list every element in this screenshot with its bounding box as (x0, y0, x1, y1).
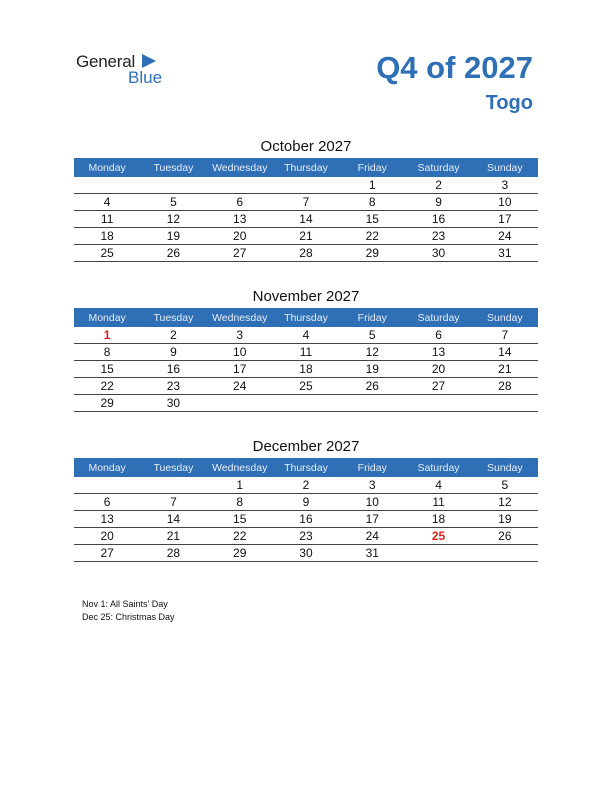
day-cell: 24 (472, 228, 538, 245)
day-cell: 5 (339, 327, 405, 344)
day-cell: 8 (207, 494, 273, 511)
weekday-header-friday: Friday (339, 308, 405, 327)
day-cell: 23 (140, 378, 206, 395)
weekday-header-wednesday: Wednesday (207, 158, 273, 177)
weekday-header-tuesday: Tuesday (140, 308, 206, 327)
day-cell: 15 (207, 511, 273, 528)
calendar-table (74, 308, 538, 412)
weekday-header-thursday: Thursday (273, 308, 339, 327)
day-cell: 5 (472, 477, 538, 494)
day-cell: 19 (140, 228, 206, 245)
weekday-header-wednesday: Wednesday (207, 308, 273, 327)
month-title: December 2027 (252, 438, 360, 455)
weekday-header-saturday: Saturday (405, 458, 471, 477)
day-cell: 20 (207, 228, 273, 245)
day-cell: 15 (339, 211, 405, 228)
day-cell: 29 (339, 245, 405, 262)
day-cell: 17 (472, 211, 538, 228)
day-cell: 14 (472, 344, 538, 361)
weekday-header-tuesday: Tuesday (140, 158, 206, 177)
day-cell: 31 (472, 245, 538, 262)
day-cell: 23 (405, 228, 471, 245)
day-cell: 11 (74, 211, 140, 228)
day-cell: 27 (405, 378, 471, 395)
day-cell: 12 (339, 344, 405, 361)
week-row (74, 361, 538, 378)
day-cell: 10 (207, 344, 273, 361)
empty-day-cell (405, 395, 471, 412)
day-cell: 17 (339, 511, 405, 528)
week-row (74, 211, 538, 228)
day-cell: 17 (207, 361, 273, 378)
weekday-header-thursday: Thursday (273, 158, 339, 177)
day-cell: 8 (74, 344, 140, 361)
week-row (74, 528, 538, 545)
empty-day-cell (339, 395, 405, 412)
day-cell: 9 (140, 344, 206, 361)
logo-text-general: General (76, 52, 136, 71)
empty-day-cell (472, 395, 538, 412)
day-cell: 10 (339, 494, 405, 511)
day-cell: 12 (472, 494, 538, 511)
month-title: October 2027 (260, 138, 352, 155)
day-cell: 12 (140, 211, 206, 228)
week-row (74, 327, 538, 344)
day-cell: 22 (207, 528, 273, 545)
weekday-header-friday: Friday (339, 458, 405, 477)
week-row (74, 477, 538, 494)
day-cell: 25 (273, 378, 339, 395)
day-cell: 20 (405, 361, 471, 378)
calendar-table (74, 158, 538, 262)
day-cell: 13 (74, 511, 140, 528)
day-cell: 28 (273, 245, 339, 262)
day-cell: 11 (273, 344, 339, 361)
page-title: Q4 of 2027 (376, 50, 533, 85)
day-cell: 20 (74, 528, 140, 545)
day-cell: 3 (207, 327, 273, 344)
empty-day-cell (74, 177, 140, 194)
empty-day-cell (273, 177, 339, 194)
day-cell: 7 (273, 194, 339, 211)
day-cell: 5 (140, 194, 206, 211)
weekday-header-monday: Monday (74, 308, 140, 327)
day-cell: 6 (405, 327, 471, 344)
calendar-table (74, 458, 538, 562)
weekday-header-row (74, 158, 538, 177)
day-cell: 15 (74, 361, 140, 378)
day-cell: 9 (273, 494, 339, 511)
day-cell: 21 (472, 361, 538, 378)
week-row (74, 194, 538, 211)
empty-day-cell (74, 477, 140, 494)
weekday-header-saturday: Saturday (405, 158, 471, 177)
week-row (74, 344, 538, 361)
day-cell: 19 (472, 511, 538, 528)
day-cell: 4 (74, 194, 140, 211)
day-cell: 24 (207, 378, 273, 395)
holiday-note: Nov 1: All Saints’ Day (82, 599, 168, 609)
day-cell: 13 (405, 344, 471, 361)
day-cell: 2 (273, 477, 339, 494)
day-cell: 13 (207, 211, 273, 228)
holiday-notes (82, 598, 175, 624)
weekday-header-row (74, 308, 538, 327)
weekday-header-sunday: Sunday (472, 308, 538, 327)
day-cell: 27 (207, 245, 273, 262)
day-cell: 1 (207, 477, 273, 494)
weekday-header-sunday: Sunday (472, 458, 538, 477)
day-cell: 6 (207, 194, 273, 211)
day-cell: 7 (140, 494, 206, 511)
month-title: November 2027 (252, 288, 360, 305)
week-row (74, 228, 538, 245)
holiday-day-cell: 1 (74, 327, 140, 344)
day-cell: 10 (472, 194, 538, 211)
day-cell: 14 (273, 211, 339, 228)
day-cell: 7 (472, 327, 538, 344)
day-cell: 21 (140, 528, 206, 545)
day-cell: 25 (74, 245, 140, 262)
day-cell: 21 (273, 228, 339, 245)
month-november (74, 286, 538, 412)
day-cell: 22 (74, 378, 140, 395)
week-row (74, 494, 538, 511)
weekday-header-monday: Monday (74, 458, 140, 477)
day-cell: 27 (74, 545, 140, 562)
day-cell: 1 (339, 177, 405, 194)
day-cell: 3 (472, 177, 538, 194)
weekday-header-saturday: Saturday (405, 308, 471, 327)
day-cell: 18 (74, 228, 140, 245)
day-cell: 14 (140, 511, 206, 528)
week-row (74, 177, 538, 194)
day-cell: 26 (140, 245, 206, 262)
day-cell: 3 (339, 477, 405, 494)
weekday-header-thursday: Thursday (273, 458, 339, 477)
day-cell: 2 (405, 177, 471, 194)
empty-day-cell (207, 177, 273, 194)
day-cell: 6 (74, 494, 140, 511)
day-cell: 23 (273, 528, 339, 545)
day-cell: 16 (273, 511, 339, 528)
week-row (74, 378, 538, 395)
empty-day-cell (472, 545, 538, 562)
day-cell: 9 (405, 194, 471, 211)
day-cell: 4 (405, 477, 471, 494)
holiday-note: Dec 25: Christmas Day (82, 612, 175, 622)
month-december (74, 436, 538, 562)
day-cell: 18 (273, 361, 339, 378)
logo-text-blue: Blue (128, 68, 163, 87)
day-cell: 2 (140, 327, 206, 344)
day-cell: 26 (472, 528, 538, 545)
weekday-header-row (74, 458, 538, 477)
week-row (74, 245, 538, 262)
month-october (74, 136, 538, 262)
day-cell: 19 (339, 361, 405, 378)
day-cell: 18 (405, 511, 471, 528)
day-cell: 28 (140, 545, 206, 562)
holiday-day-cell: 25 (405, 528, 471, 545)
weekday-header-monday: Monday (74, 158, 140, 177)
week-row (74, 395, 538, 412)
country-name: Togo (485, 92, 533, 114)
day-cell: 31 (339, 545, 405, 562)
day-cell: 16 (140, 361, 206, 378)
weekday-header-wednesday: Wednesday (207, 458, 273, 477)
day-cell: 30 (140, 395, 206, 412)
day-cell: 16 (405, 211, 471, 228)
week-row (74, 511, 538, 528)
weekday-header-tuesday: Tuesday (140, 458, 206, 477)
day-cell: 29 (74, 395, 140, 412)
empty-day-cell (140, 177, 206, 194)
empty-day-cell (140, 477, 206, 494)
day-cell: 24 (339, 528, 405, 545)
day-cell: 30 (273, 545, 339, 562)
day-cell: 26 (339, 378, 405, 395)
logo-flag-icon (142, 54, 156, 68)
weekday-header-friday: Friday (339, 158, 405, 177)
empty-day-cell (207, 395, 273, 412)
day-cell: 8 (339, 194, 405, 211)
logo (76, 52, 186, 92)
empty-day-cell (405, 545, 471, 562)
day-cell: 29 (207, 545, 273, 562)
day-cell: 22 (339, 228, 405, 245)
day-cell: 4 (273, 327, 339, 344)
weekday-header-sunday: Sunday (472, 158, 538, 177)
day-cell: 11 (405, 494, 471, 511)
empty-day-cell (273, 395, 339, 412)
week-row (74, 545, 538, 562)
day-cell: 28 (472, 378, 538, 395)
day-cell: 30 (405, 245, 471, 262)
